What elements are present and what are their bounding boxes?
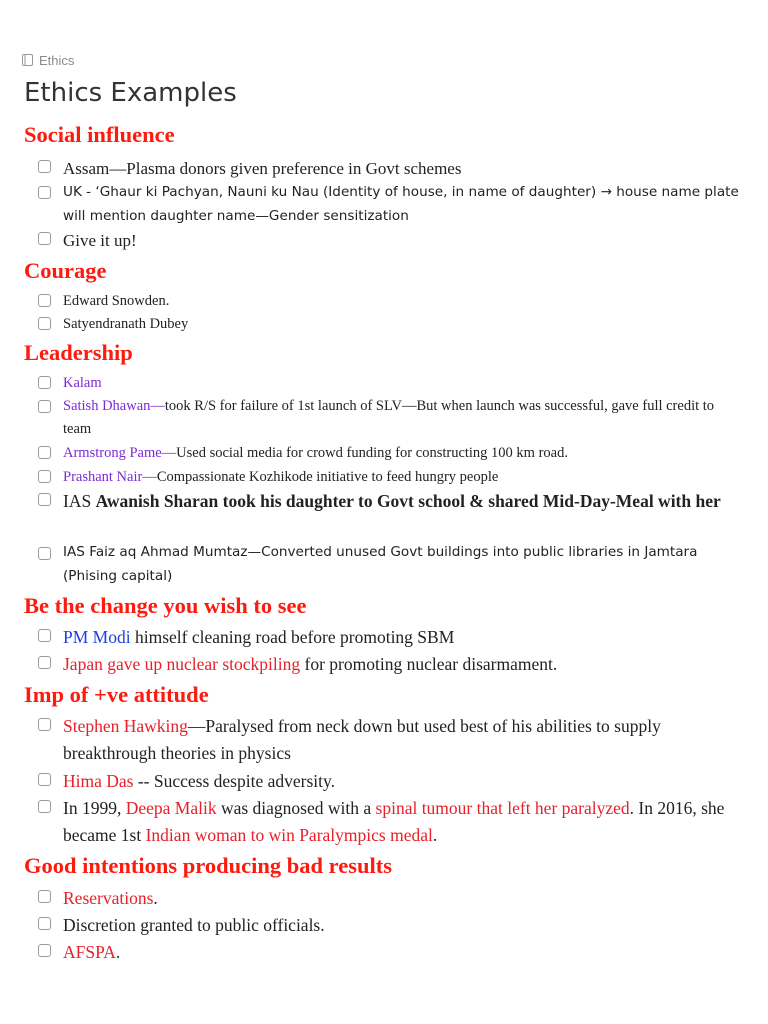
item-text: Satyendranath Dubey — [63, 316, 189, 332]
item-description: -- Success despite adversity. — [133, 771, 335, 791]
checkbox[interactable] — [38, 944, 51, 957]
text-segment: . — [432, 825, 438, 845]
item-text: UK - ‘Ghaur ki Pachyan, Nauni ku Nau (Identity of house, in name of daughter) → house name plate will mention daughter name—Gender sensitization — [63, 184, 739, 224]
checkbox[interactable] — [38, 376, 51, 389]
checkbox[interactable] — [38, 294, 51, 307]
checkbox[interactable] — [38, 800, 51, 813]
checkbox[interactable] — [38, 493, 51, 506]
item-description: . — [153, 888, 158, 908]
item-text — [63, 627, 744, 648]
item-text: Give it up! — [63, 231, 137, 250]
checkbox[interactable] — [38, 317, 51, 330]
page-title: Ethics Examples — [24, 78, 237, 108]
item-text: Edward Snowden. — [63, 293, 170, 309]
section-heading-good-intentions: Good intentions producing bad results — [24, 853, 393, 878]
text-segment: was diagnosed with a — [216, 798, 376, 818]
person-name: Hima Das — [63, 771, 134, 791]
checkbox[interactable] — [38, 400, 51, 413]
highlight-phrase: spinal tumour that left her paralyzed — [375, 798, 630, 818]
item-text: Discretion granted to public officials. — [63, 915, 325, 935]
person-name: Satish Dhawan— — [63, 398, 165, 414]
item-description: Awanish Sharan took his daughter to Govt school & shared Mid-Day-Meal with her — [95, 491, 721, 511]
checkbox[interactable] — [38, 547, 51, 560]
person-name: PM Modi — [63, 627, 131, 647]
item-text — [63, 654, 744, 675]
checkbox[interactable] — [38, 446, 51, 459]
item-text — [63, 488, 744, 515]
item-prefix: IAS — [63, 491, 96, 511]
checkbox[interactable] — [38, 629, 51, 642]
item-text — [63, 713, 744, 767]
person-name: Kalam — [63, 375, 102, 391]
item-text: Assam—Plasma donors given preference in Govt schemes — [63, 159, 462, 178]
checkbox[interactable] — [38, 470, 51, 483]
breadcrumb-label: Ethics — [39, 52, 75, 68]
item-description: himself cleaning road before promoting SBM — [130, 627, 455, 647]
section-heading-leadership: Leadership — [24, 340, 133, 365]
checkbox[interactable] — [38, 160, 51, 173]
item-text — [63, 468, 744, 486]
text-segment: In 1999, — [63, 798, 126, 818]
highlight-phrase: Indian woman to win Paralympics medal — [145, 825, 433, 845]
item-description: took R/S for failure of 1st launch of SLV—But when launch was successful, gave full credit to team — [63, 398, 715, 437]
item-text — [63, 888, 744, 909]
person-name: Prashant Nair— — [63, 469, 157, 485]
item-text — [63, 942, 744, 963]
section-heading-positive-attitude: Imp of +ve attitude — [24, 682, 209, 707]
highlight-phrase: AFSPA — [63, 942, 116, 962]
breadcrumb[interactable] — [22, 52, 74, 68]
page-icon — [22, 54, 33, 66]
checkbox[interactable] — [38, 890, 51, 903]
checkbox[interactable] — [38, 186, 51, 199]
person-name: Stephen Hawking — [63, 716, 188, 736]
item-text — [63, 795, 744, 849]
person-name: Armstrong Pame— — [63, 445, 177, 461]
section-heading-courage: Courage — [24, 258, 107, 283]
text-segment: . In 2016, she became 1st — [63, 798, 725, 845]
checkbox[interactable] — [38, 917, 51, 930]
checkbox[interactable] — [38, 232, 51, 245]
item-text — [63, 374, 744, 392]
item-text — [63, 395, 744, 441]
item-description: Compassionate Kozhikode initiative to feed hungry people — [156, 469, 499, 485]
checkbox[interactable] — [38, 718, 51, 731]
item-description: Used social media for crowd funding for constructing 100 km road. — [176, 445, 568, 461]
item-text — [63, 444, 744, 462]
highlight-phrase: Reservations — [63, 888, 154, 908]
item-description: for promoting nuclear disarmament. — [300, 654, 558, 674]
section-heading-be-the-change: Be the change you wish to see — [24, 593, 307, 618]
checkbox[interactable] — [38, 773, 51, 786]
person-name: Deepa Malik — [125, 798, 217, 818]
checkbox[interactable] — [38, 656, 51, 669]
item-text — [63, 768, 744, 795]
item-description: —Paralysed from neck down but used best of his abilities to supply breakthrough theories in physics — [63, 716, 661, 763]
item-description: . — [115, 942, 121, 962]
section-heading-social-influence: Social influence — [24, 122, 175, 147]
highlight-phrase: Japan gave up nuclear stockpiling — [63, 654, 301, 674]
item-text: IAS Faiz aq Ahmad Mumtaz—Converted unused Govt buildings into public libraries in Jamtara (Phising capital) — [63, 544, 698, 584]
